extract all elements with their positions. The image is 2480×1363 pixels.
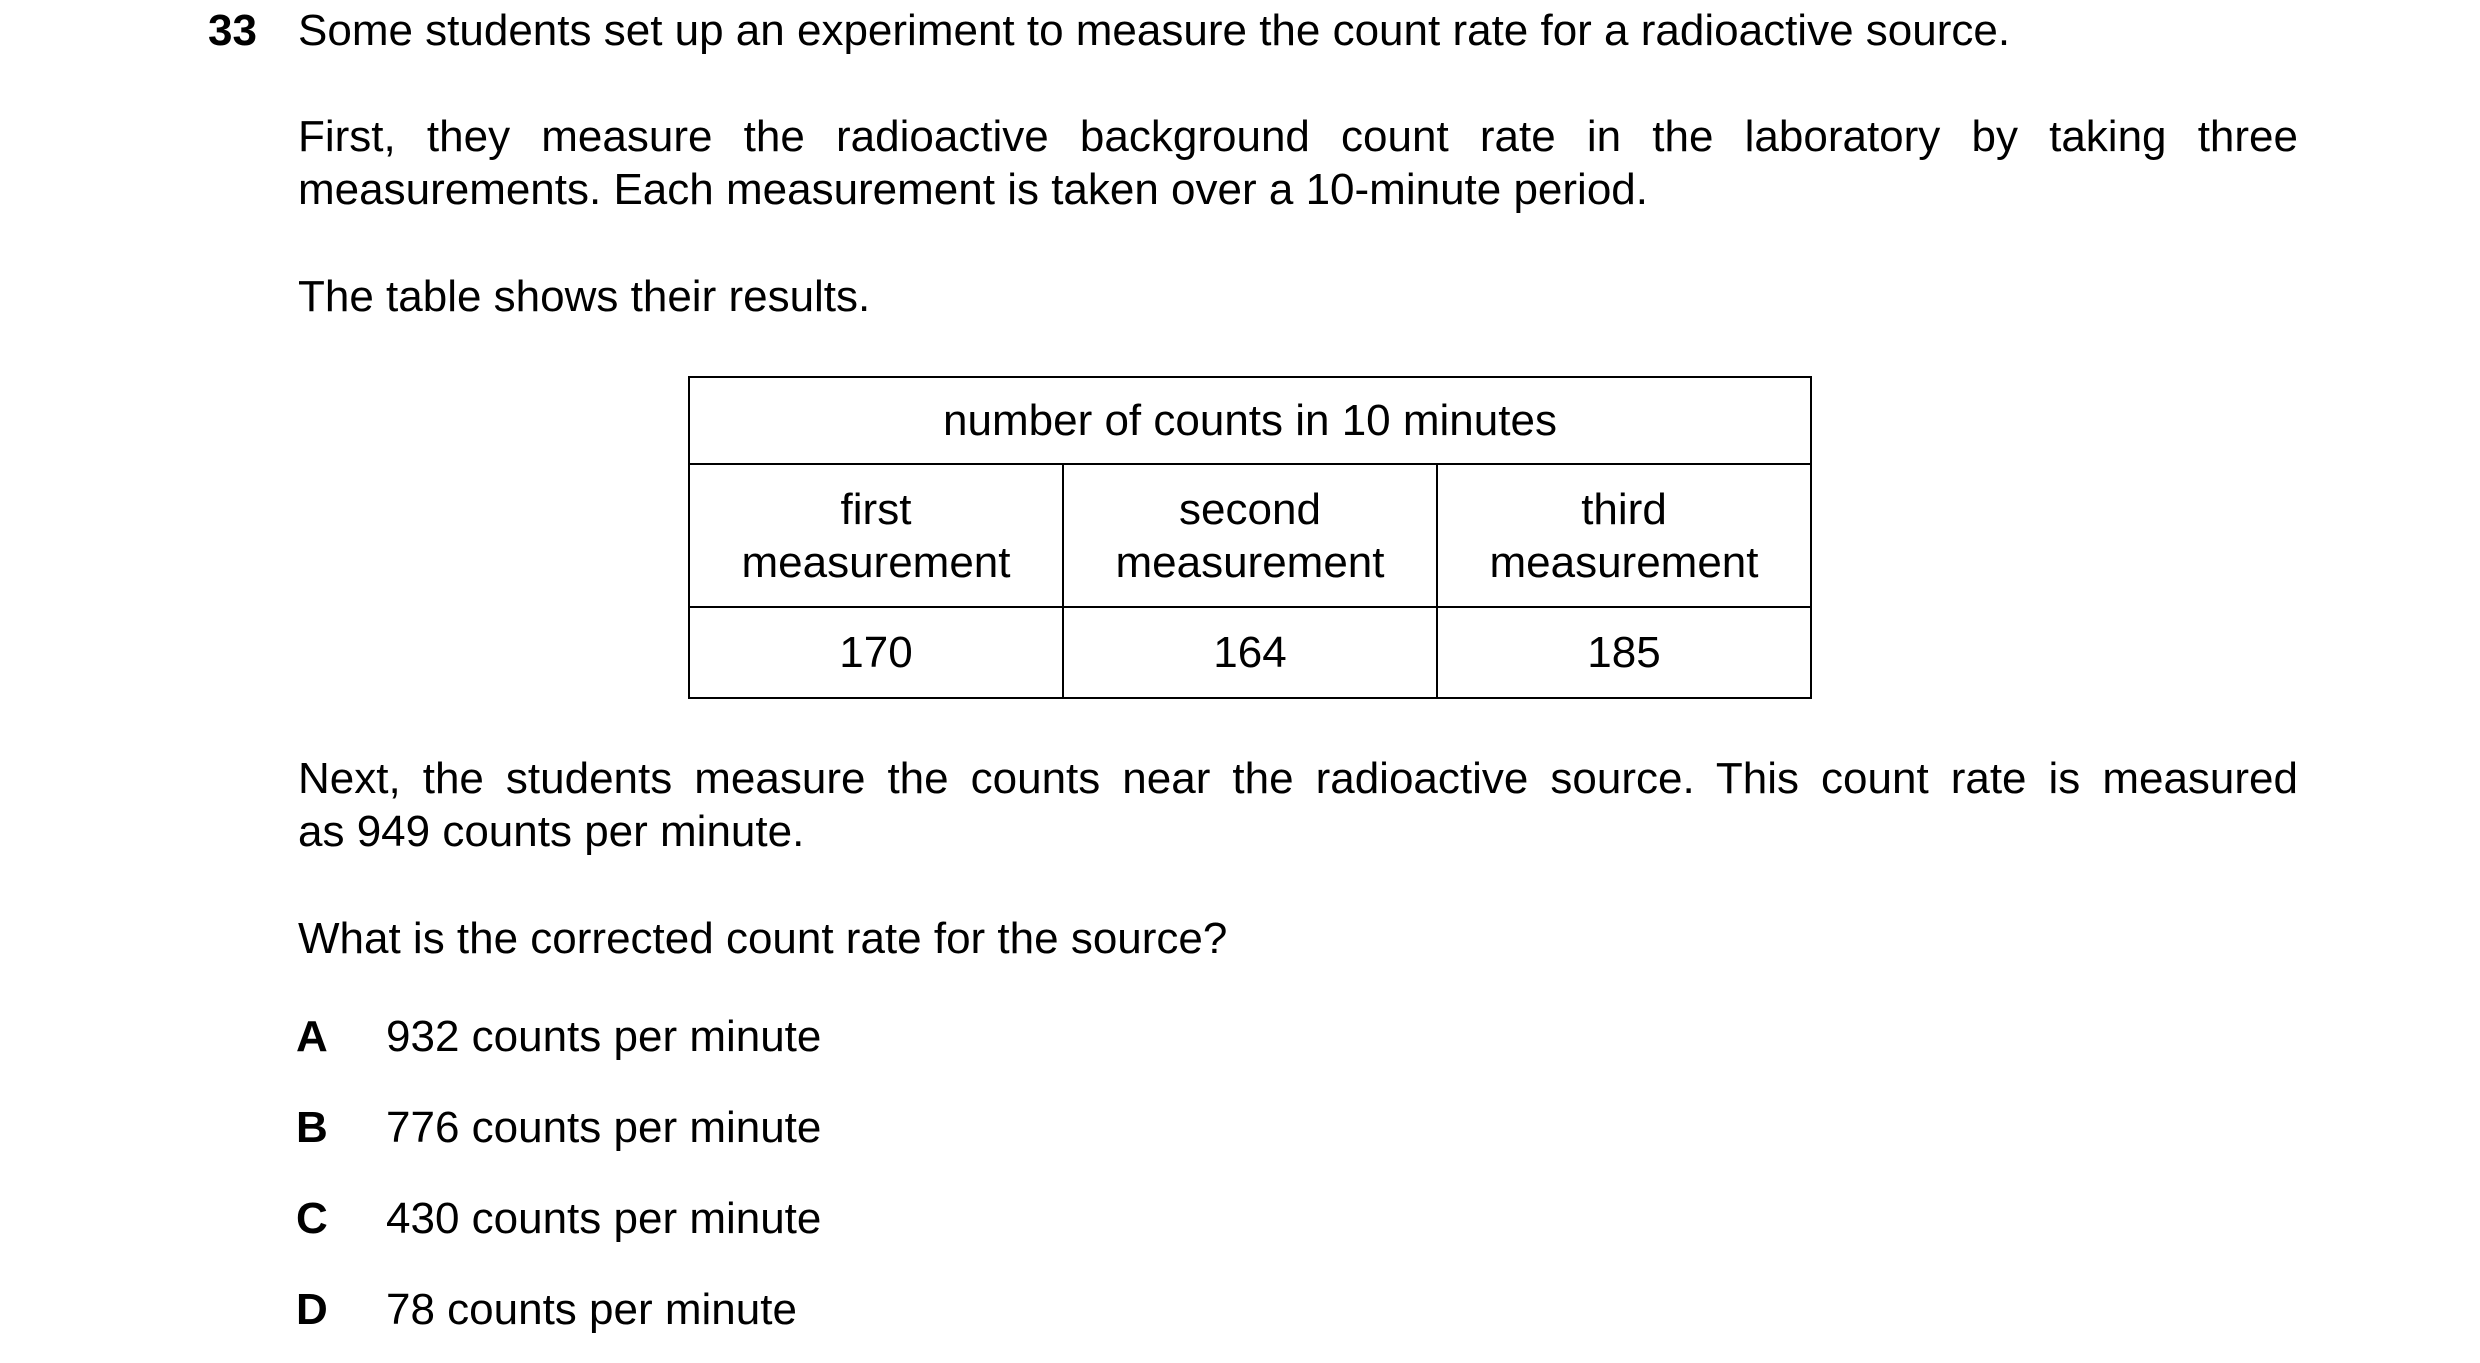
table-value-row <box>689 607 1811 698</box>
option-b-letter: B <box>296 1103 328 1152</box>
question-prompt: What is the corrected count rate for the source? <box>298 914 1228 963</box>
paragraph-1-line-1: First, they measure the radioactive background count rate in the laboratory by taking three <box>298 112 2298 161</box>
column-label-third: third measurement <box>1437 464 1811 607</box>
value-first: 170 <box>689 607 1063 698</box>
paragraph-2-line-2: as 949 counts per minute. <box>298 807 805 856</box>
question-number: 33 <box>208 6 257 55</box>
column-label-first: first measurement <box>689 464 1063 607</box>
option-c-text[interactable]: 430 counts per minute <box>386 1194 822 1243</box>
table-header: number of counts in 10 minutes <box>689 377 1811 464</box>
question-intro: Some students set up an experiment to measure the count rate for a radioactive source. <box>298 6 2011 55</box>
option-d-text[interactable]: 78 counts per minute <box>386 1285 797 1334</box>
paragraph-2-line-1: Next, the students measure the counts near the radioactive source. This count rate is measured <box>298 754 2298 803</box>
table-intro: The table shows their results. <box>298 272 871 321</box>
option-c-letter: C <box>296 1194 328 1243</box>
value-second: 164 <box>1063 607 1437 698</box>
option-a-text[interactable]: 932 counts per minute <box>386 1012 822 1061</box>
column-label-second: second measurement <box>1063 464 1437 607</box>
results-table <box>688 376 1812 699</box>
paragraph-1-line-2: measurements. Each measurement is taken over a 10-minute period. <box>298 165 1648 214</box>
option-a-letter: A <box>296 1012 328 1061</box>
table-label-row <box>689 464 1811 607</box>
option-b-text[interactable]: 776 counts per minute <box>386 1103 822 1152</box>
option-d-letter: D <box>296 1285 328 1334</box>
value-third: 185 <box>1437 607 1811 698</box>
table-header-row <box>689 377 1811 464</box>
